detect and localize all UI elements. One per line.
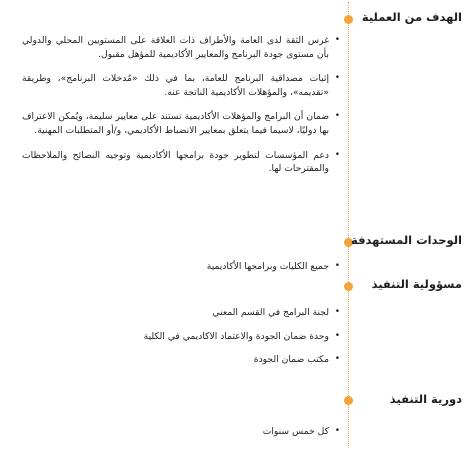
section-list xyxy=(22,425,340,450)
section-heading: الهدف من العملية xyxy=(361,10,462,24)
bullet-icon: • xyxy=(334,111,340,122)
section-list xyxy=(22,260,340,285)
list-item: • ضمان أن البرامج والمؤهلات الأكاديمية تستند على معايير سليمة، ويُمكن الاعتراف بها دوليًا، لاسيما فيما يتعلق بمعايير الانضباط الأكاديمي، و/أو المتطلبات المهنية. xyxy=(22,111,340,136)
list-item: • دعم المؤسسات لتطوير جودة برامجها الأكاديمية وتوجيه النصائح والملاحظات والمقترحات لها. xyxy=(22,149,340,175)
section-heading: مسؤولية التنفيذ xyxy=(371,277,462,291)
bullet-icon: • xyxy=(334,73,340,84)
bullet-icon: • xyxy=(334,35,340,45)
section-list xyxy=(22,306,340,377)
list-item: • إثبات مصداقية البرنامج للعامة، بما في ذلك «مُدخلات البرنامج»، وطريقة «تقديمه»، والمؤهلات الأكاديمية الناتجة عنه. xyxy=(22,73,340,98)
list-item: • مكتب ضمان الجودة xyxy=(253,354,340,366)
list-item: • جميع الكليات وبرامجها الأكاديمية xyxy=(206,261,340,272)
bullet-icon: • xyxy=(334,354,340,365)
bullet-icon: • xyxy=(334,149,340,160)
list-item: • كل خمس سنوات xyxy=(262,426,340,437)
section-heading: الوحدات المستهدفة xyxy=(350,233,462,247)
list-item: • غرس الثقة لدى العامة والأطراف ذات العلاقة على المستويين المحلي والدولي بأن مستوى جودة البرنامج والمعايير الأكاديمية للمؤهل مقبول. xyxy=(22,35,340,60)
timeline-line xyxy=(348,2,349,448)
bullet-icon: • xyxy=(334,307,340,317)
bullet-icon: • xyxy=(334,330,340,341)
section-list xyxy=(22,34,340,187)
bullet-icon: • xyxy=(334,261,340,271)
list-item: • لجنة البرامج في القسم المعني xyxy=(212,307,340,318)
list-item: • وحدة ضمان الجودة والاعتماد الاكاديمي في الكلية xyxy=(143,330,340,342)
section-heading: دورية التنفيذ xyxy=(389,392,462,406)
bullet-icon: • xyxy=(334,426,340,436)
